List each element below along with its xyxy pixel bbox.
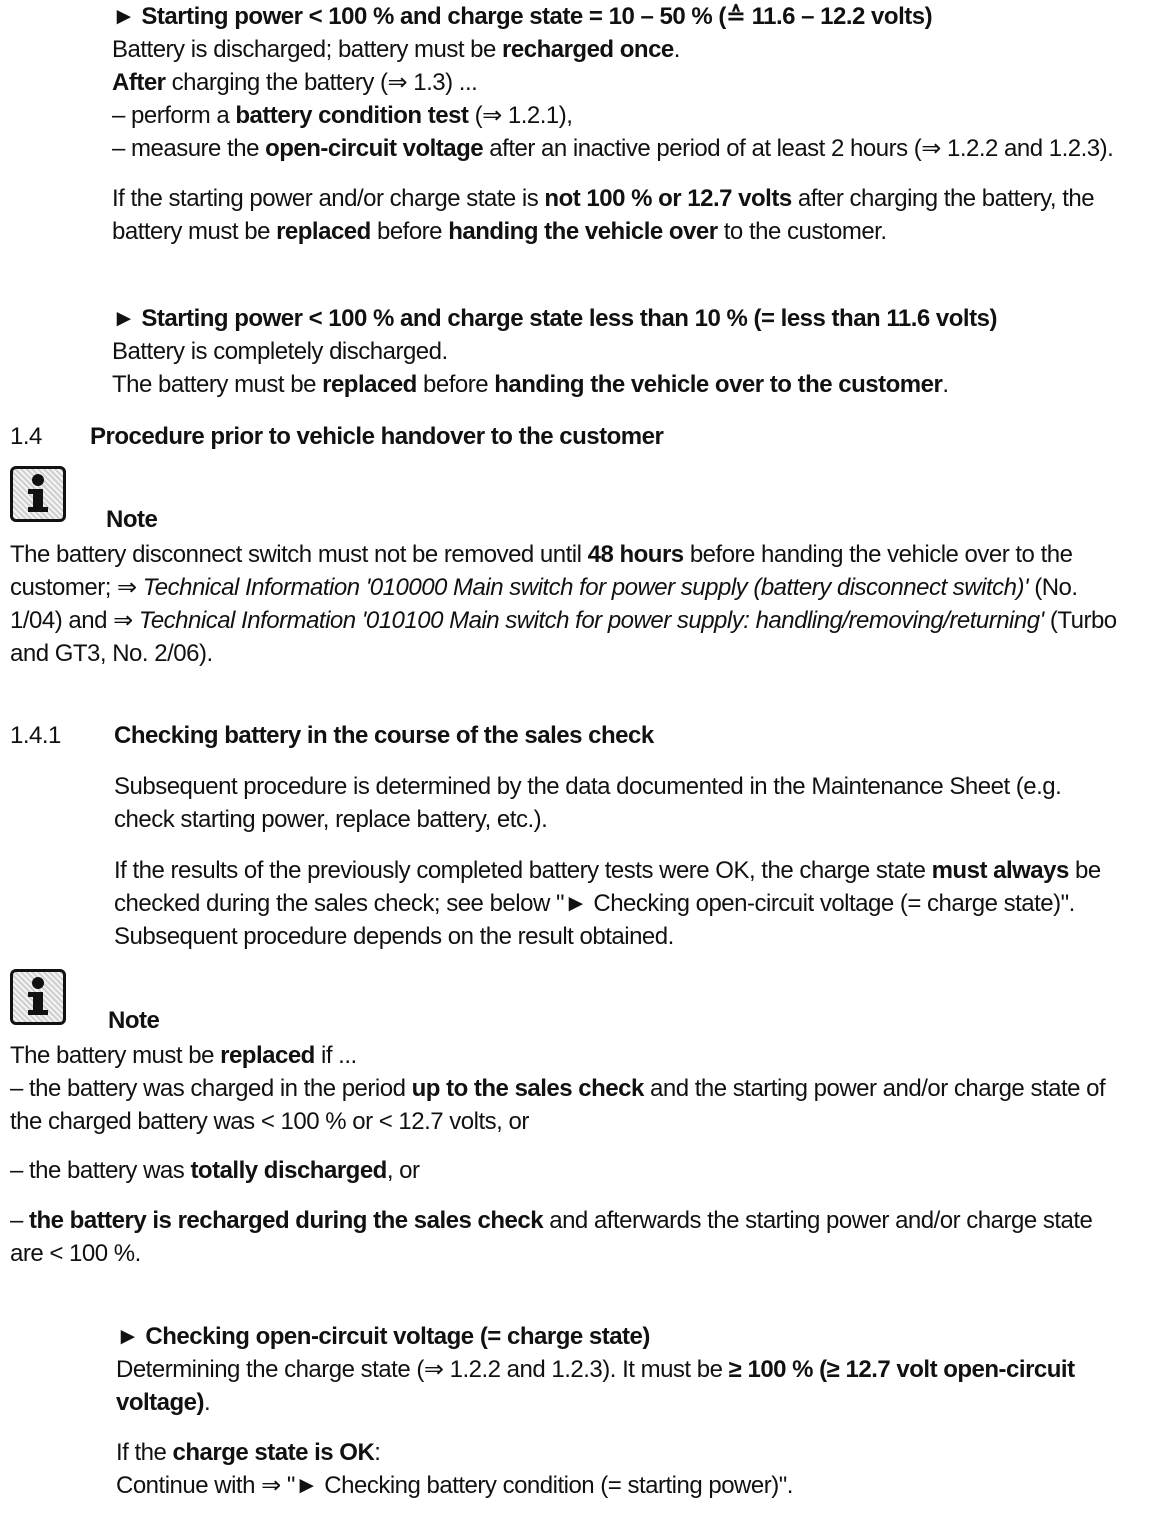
- section-1-4-1-number: 1.4.1: [10, 722, 61, 749]
- note2-item1: – the battery was charged in the period up to the sales check and the starting power and/or charge state of the charged battery was < 100 % or < 12.7 volts, or: [10, 1075, 1106, 1135]
- block-charge-below-10: [112, 302, 1122, 401]
- note-label: Note: [108, 1007, 160, 1034]
- block1-line1: Battery is discharged; battery must be recharged once.: [112, 36, 680, 63]
- section-1-4-number: 1.4: [10, 423, 42, 450]
- block3-ok: If the charge state is OK:: [116, 1439, 381, 1466]
- block1-paragraph: If the starting power and/or charge state is not 100 % or 12.7 volts after charging the battery, the battery must be replaced before handing the vehicle over to the customer.: [112, 185, 1095, 245]
- block-open-circuit-voltage: [116, 1320, 1122, 1502]
- note1-text: The battery disconnect switch must not be removed until 48 hours before handing the vehicle over to the customer; ⇒ Technical Information '010000 Main switch for power supply (battery disconnect switch)' (No. 1/04) and ⇒ Technical Information '010100 Main switch for power supply: handling/removing/returning' (Turbo and GT3, No. 2/06).: [10, 541, 1117, 667]
- section-1-4-title: Procedure prior to vehicle handover to the customer: [90, 423, 664, 450]
- section141-para2: If the results of the previously completed battery tests were OK, the charge state must always be checked during the sales check; see below "► Checking open-circuit voltage (= charge state)". Subsequent procedure depends on the result obtained.: [114, 857, 1101, 950]
- block1-line2: After charging the battery (⇒ 1.3) ...: [112, 69, 478, 96]
- block1-heading: ► Starting power < 100 % and charge state = 10 – 50 % (≙ 11.6 – 12.2 volts): [112, 3, 933, 30]
- block1-line3: – perform a battery condition test (⇒ 1.2.1),: [112, 102, 573, 129]
- technical-info-link-010000[interactable]: ⇒ Technical Information '010000 Main switch for power supply (battery disconnect switch)': [117, 574, 1029, 601]
- note2-item3: – the battery is recharged during the sales check and afterwards the starting power and/or charge state are < 100 %.: [10, 1207, 1093, 1267]
- block3-heading: ► Checking open-circuit voltage (= charge state): [116, 1323, 650, 1350]
- section-1-4-1-body: [114, 770, 1124, 953]
- block-charge-10-50: [112, 0, 1122, 248]
- block1-line4: – measure the open-circuit voltage after an inactive period of at least 2 hours (⇒ 1.2.2 and 1.2.3).: [112, 135, 1114, 162]
- section-1-4-1-title: Checking battery in the course of the sales check: [114, 722, 654, 749]
- section141-para1: Subsequent procedure is determined by the data documented in the Maintenance Sheet (e.g. check starting power, replace battery, etc.).: [114, 773, 1062, 833]
- block3-continue: Continue with ⇒ "► Checking battery condition (= starting power)".: [116, 1472, 793, 1499]
- block2-line2: The battery must be replaced before handing the vehicle over to the customer.: [112, 371, 949, 398]
- note-label: Note: [106, 506, 158, 533]
- note2-text: [10, 1039, 1124, 1270]
- block2-heading: ► Starting power < 100 % and charge state less than 10 % (= less than 11.6 volts): [112, 305, 997, 332]
- block2-line1: Battery is completely discharged.: [112, 338, 448, 365]
- info-icon: [10, 466, 66, 522]
- note2-intro: The battery must be replaced if ...: [10, 1042, 357, 1069]
- technical-info-link-010100[interactable]: ⇒ Technical Information '010100 Main switch for power supply: handling/removing/returning': [113, 607, 1044, 634]
- block3-line1: Determining the charge state (⇒ 1.2.2 and 1.2.3). It must be ≥ 100 % (≥ 12.7 volt open-circuit voltage).: [116, 1356, 1075, 1416]
- note2-item2: – the battery was totally discharged, or: [10, 1157, 420, 1184]
- info-icon: [10, 969, 66, 1025]
